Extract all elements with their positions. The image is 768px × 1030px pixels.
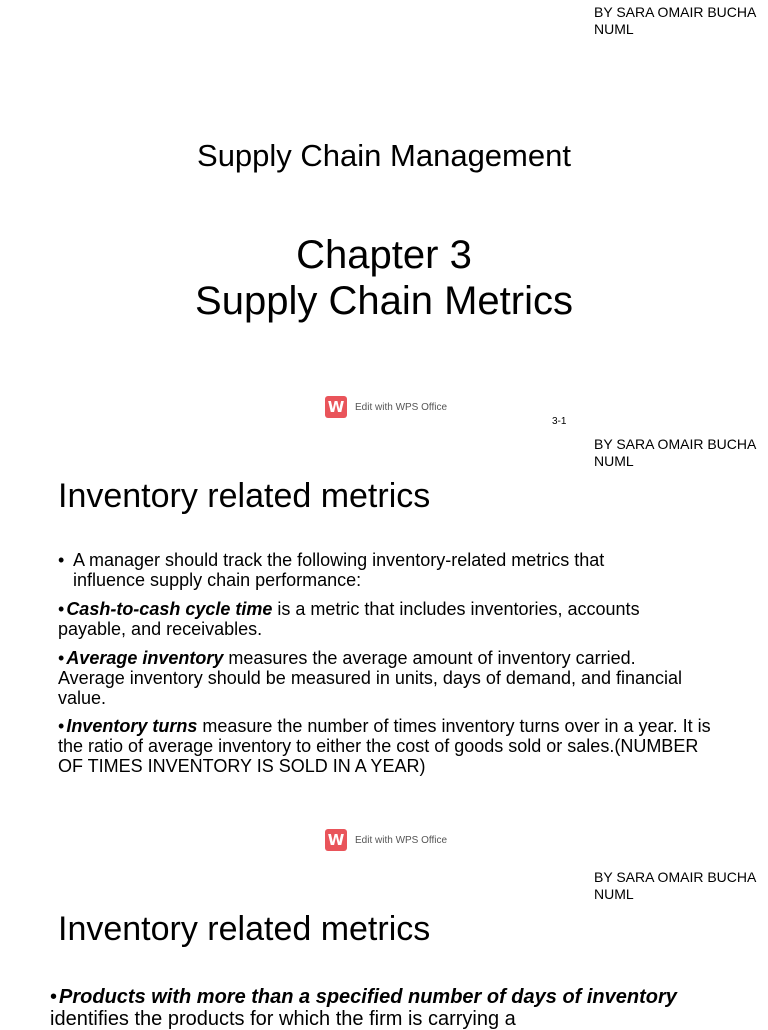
author-credit bbox=[594, 436, 756, 470]
author-credit bbox=[594, 4, 756, 38]
metric-description: measure the number of times inventory turns over in a year. It is the ratio of average inventory to either the cost of goods sold or sales.(NUMBER OF TIMES INVENTORY IS SOLD IN A YEAR) bbox=[58, 716, 711, 776]
wps-logo-icon: W bbox=[325, 396, 347, 418]
wps-edit-label: Edit with WPS Office bbox=[355, 834, 448, 846]
slide-number: 3-1 bbox=[552, 416, 567, 427]
slide-heading: Inventory related metrics bbox=[58, 910, 431, 948]
bullet-icon: • bbox=[58, 550, 65, 570]
bullet-icon: • bbox=[58, 648, 65, 668]
course-title: Supply Chain Management bbox=[197, 138, 571, 173]
chapter-title bbox=[0, 232, 768, 324]
author-name: BY SARA OMAIR BUCHA bbox=[594, 869, 757, 885]
metric-item bbox=[58, 648, 698, 708]
metric-term: Cash-to-cash cycle time bbox=[66, 599, 273, 619]
bullet-icon: • bbox=[50, 986, 58, 1008]
slide-heading: Inventory related metrics bbox=[58, 477, 431, 515]
bullet-icon: • bbox=[58, 599, 65, 619]
metric-description: identifies the products for which the firm is carrying a bbox=[50, 1008, 516, 1030]
wps-edit-label: Edit with WPS Office bbox=[355, 401, 448, 413]
author-name: BY SARA OMAIR BUCHA bbox=[594, 4, 757, 20]
metric-item bbox=[58, 599, 698, 639]
metric-term: Inventory turns bbox=[66, 716, 198, 736]
intro-bullet bbox=[58, 550, 658, 590]
metric-description: measures the average amount of inventory carried. Average inventory should be measured in units, days of demand, and financial value. bbox=[58, 648, 683, 708]
wps-edit-link[interactable] bbox=[325, 829, 447, 851]
metric-item bbox=[50, 986, 710, 1030]
metric-term: Products with more than a specified number of days of inventory bbox=[59, 986, 677, 1008]
chapter-name: Supply Chain Metrics bbox=[195, 279, 573, 323]
author-institution: NUML bbox=[594, 453, 634, 469]
author-institution: NUML bbox=[594, 21, 634, 37]
author-name: BY SARA OMAIR BUCHA bbox=[594, 436, 757, 452]
intro-text: A manager should track the following inventory-related metrics that influence supply chain performance: bbox=[73, 550, 605, 590]
bullet-icon: • bbox=[58, 716, 65, 736]
metric-term: Average inventory bbox=[66, 648, 224, 668]
wps-logo-icon: W bbox=[325, 829, 347, 851]
author-institution: NUML bbox=[594, 886, 634, 902]
metric-description: is a metric that includes inventories, accounts payable, and receivables. bbox=[58, 599, 640, 639]
chapter-number: Chapter 3 bbox=[296, 233, 472, 277]
wps-edit-link[interactable] bbox=[325, 396, 447, 418]
author-credit bbox=[594, 869, 756, 903]
metric-item bbox=[58, 716, 718, 776]
